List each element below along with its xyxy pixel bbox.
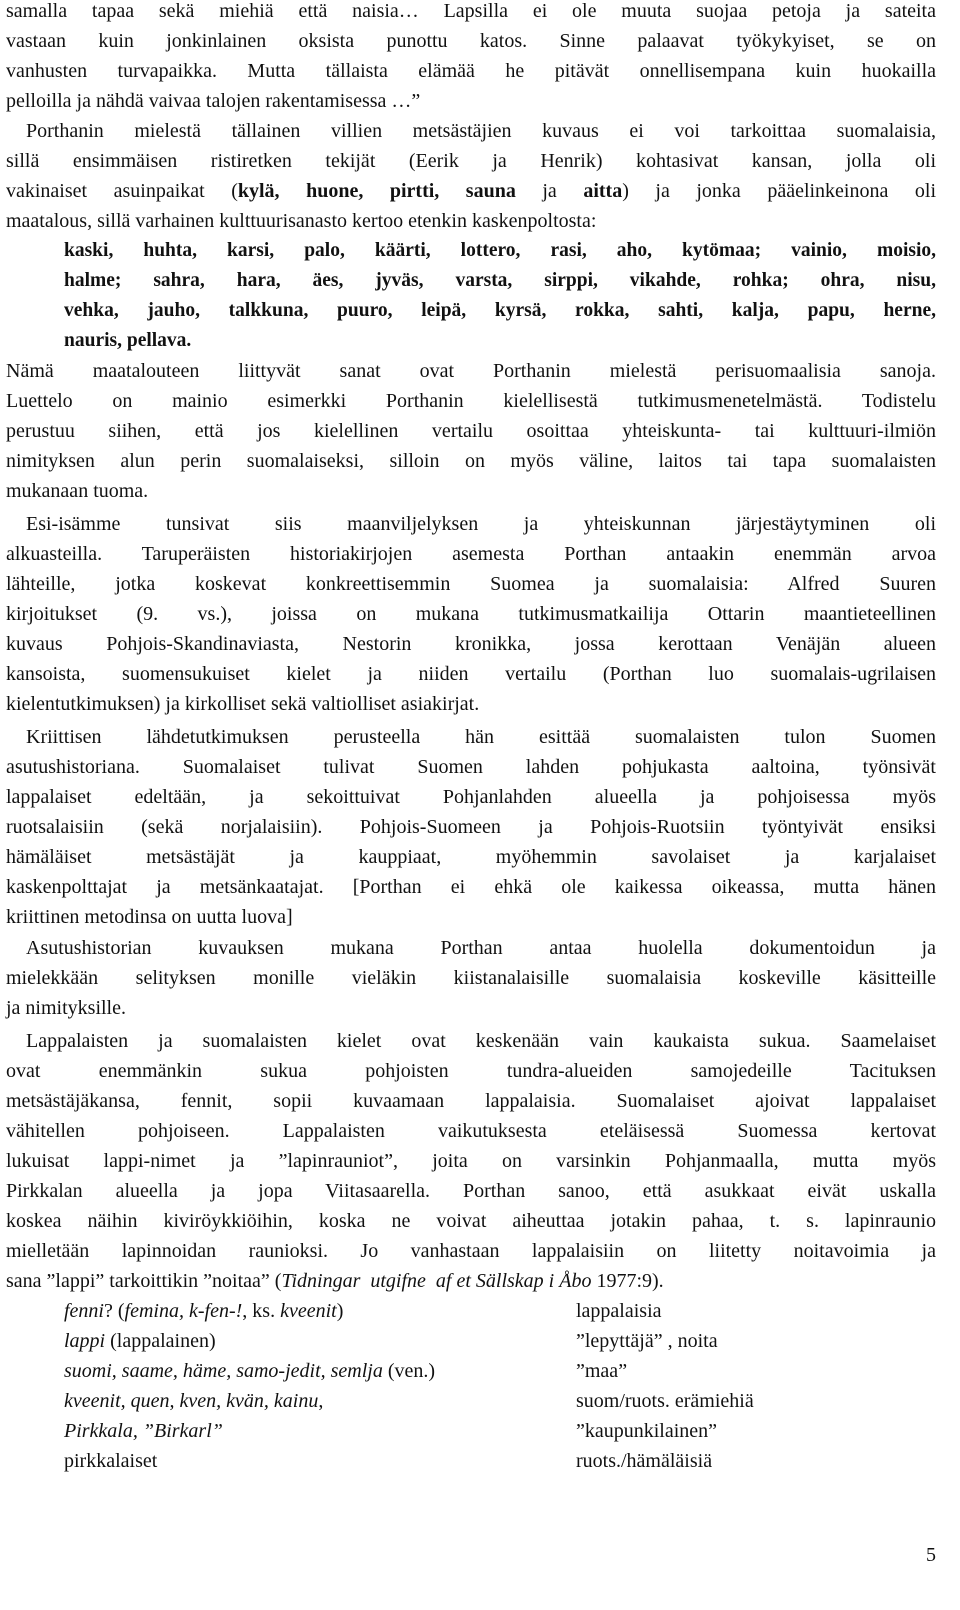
text-line: hämäläiset metsästäjät ja kauppiaat, myöhemmin savolaiset ja karjalaiset [6,846,936,868]
term-text: (lappalainen) [105,1330,216,1352]
term-text: ) [336,1300,344,1322]
text-line: Asutushistorian kuvauksen mukana Porthan antaa huolella dokumentoidun ja [26,937,936,959]
text-line: vähitellen pohjoiseen. Lappalaisten vaikutuksesta eteläisessä Suomessa kertovat [6,1120,936,1142]
text-line: sillä ensimmäisen ristiretken tekijät (Eerik ja Henrik) kohtasivat kansan, jolla oli [6,150,936,172]
text-line: kansoista, suomensukuiset kielet ja niiden vertailu (Porthan luo suomalais-ugrilaisen [6,663,936,685]
term-italic: kveenit, quen, kven, kvän, kainu [64,1390,319,1412]
glossary-term [64,1356,435,1386]
word-list-line: halme; sahra, hara, äes, jyväs, varsta, sirppi, vikahde, rohka; ohra, nisu, [64,270,936,291]
text-line: asutushistoriana. Suomalaiset tulivat Suomen lahden pohjukasta aaltoina, työnsivät [6,756,936,778]
text-run: 1977:9). [591,1270,664,1292]
text-run: sana ”lappi” tarkoittikin ”noitaa” ( [6,1270,282,1292]
term-text: , [318,1390,324,1412]
glossary-meaning: suom/ruots. erämiehiä [576,1390,754,1412]
term-italic: Pirkkala, ”Birkarl” [64,1420,223,1442]
glossary-meaning: ”maa” [576,1360,628,1382]
text-line: mielletään lapinnoidan raunioksi. Jo vanhastaan lappalaisiin on liitetty noitavoimia ja [6,1240,936,1262]
text-line: pelloilla ja nähdä vaivaa talojen rakentamisessa …” [6,90,421,112]
text-line: mielekkään selityksen monille vieläkin kiistanalaisille suomalaisia koskeville käsitteille [6,967,936,989]
text-line: ja nimityksille. [6,997,126,1019]
bold-term: aitta [583,180,623,202]
text-line: lukuisat lappi-nimet ja ”lapinrauniot”, joita on varsinkin Pohjanmaalla, mutta myös [6,1150,936,1172]
text-line: Pirkkalan alueella ja jopa Viitasaarella. Porthan sanoo, että asukkaat eivät uskalla [6,1180,936,1202]
glossary-meaning: ruots./hämäläisiä [576,1450,713,1472]
text-run: ) ja jonka pääelinkeinona oli [622,180,937,202]
glossary-meaning: ”kaupunkilainen” [576,1420,718,1442]
text-line: samalla tapaa sekä miehiä että naisia… Lapsilla ei ole muuta suojaa petoja ja sateita [6,0,936,22]
glossary-meaning: lappalaisia [576,1300,662,1322]
text-line [6,1266,936,1296]
text-line: kuvaus Pohjois-Skandinaviasta, Nestorin kronikka, jossa kerottaan Venäjän alueen [6,633,936,655]
text-line: ovat enemmänkin sukua pohjoisten tundra-alueiden samojedeille Tacituksen [6,1060,936,1082]
text-line: vanhusten turvapaikka. Mutta tällaista elämää he pitävät onnellisempana kuin huokailla [6,60,936,82]
text-run: vakinaiset asuinpaikat ( [6,180,238,202]
text-run: ja [515,180,584,202]
text-line: vastaan kuin jonkinlainen oksista punottu katos. Sinne palaavat työkykyiset, se on [6,30,936,52]
text-line: mukanaan tuoma. [6,480,149,502]
term-italic: femina, k-fen-! [124,1300,243,1322]
term-italic: suomi, saame, häme, samo-jedit, semlja [64,1360,383,1382]
text-line: Esi-isämme tunsivat siis maanviljelyksen ja yhteiskunnan järjestäytyminen oli [26,513,936,535]
text-line: nimityksen alun perin suomalaiseksi, silloin on myös väline, laitos tai tapa suomalaisten [6,450,936,472]
text-line: metsästäjäkansa, fennit, sopii kuvaamaan lappalaisia. Suomalaiset ajoivat lappalaiset [6,1090,936,1112]
term-italic: fenni [64,1300,104,1322]
text-line: kaskenpolttajat ja metsänkaatajat. [Porthan ei ehkä ole kaikessa oikeassa, mutta hänen [6,876,936,898]
text-line: maatalous, sillä varhainen kulttuurisanasto kertoo etenkin kaskenpoltosta: [6,210,597,232]
text-line [6,176,936,206]
glossary-term [64,1416,223,1446]
term-italic: lappi [64,1330,106,1352]
page-number: 5 [926,1544,936,1566]
text-line: lappalaiset edeltään, ja sekoittuivat Pohjanlahden alueella ja pohjoisessa myös [6,786,936,808]
text-line: Kriittisen lähdetutkimuksen perusteella hän esittää suomalaisten tulon Suomen [26,726,936,748]
text-line: Luettelo on mainio esimerkki Porthanin kielellisestä tutkimusmenetelmästä. Todistelu [6,390,936,412]
text-line: Lappalaisten ja suomalaisten kielet ovat keskenään vain kaukaista sukua. Saamelaiset [26,1030,936,1052]
text-line: perustuu siihen, että jos kielellinen vertailu osoittaa yhteiskunta- tai kulttuuri-ilmiön [6,420,936,442]
term-text: ? ( [104,1300,125,1322]
term-italic: kveenit [280,1300,337,1322]
term-text: (ven.) [382,1360,436,1382]
text-line: Porthanin mielestä tällainen villien metsästäjien kuvaus ei voi tarkoittaa suomalaisia, [26,120,936,142]
glossary-term [64,1326,216,1356]
citation-title: Tidningar utgifne af et Sällskap i Åbo [281,1270,592,1292]
text-line: Nämä maatalouteen liittyvät sanat ovat Porthanin mielestä perisuomaalisia sanoja. [6,360,936,382]
text-line: alkuasteilla. Taruperäisten historiakirjojen asemesta Porthan antaakin enemmän arvoa [6,543,936,565]
bold-term: kylä, huone, pirtti, sauna [237,180,516,202]
term-text: , ks. [242,1300,281,1322]
glossary-meaning: ”lepyttäjä” , noita [576,1330,718,1352]
text-line: kielentutkimuksen) ja kirkolliset sekä valtiolliset asiakirjat. [6,693,480,715]
word-list-line: kaski, huhta, karsi, palo, käärti, lottero, rasi, aho, kytömaa; vainio, moisio, [64,240,936,261]
word-list-line: nauris, pellava. [64,330,192,351]
glossary-term [64,1296,343,1326]
text-line: lähteille, jotka koskevat konkreettisemmin Suomea ja suomalaisia: Alfred Suuren [6,573,936,595]
glossary-term [64,1446,157,1476]
text-line: kirjoitukset (9. vs.), joissa on mukana tutkimusmatkailija Ottarin maantieteellinen [6,603,936,625]
glossary-term [64,1386,323,1416]
text-line: koskea näihin kiviröykkiöihin, koska ne voivat aiheuttaa jotakin pahaa, t. s. lapinraunio [6,1210,936,1232]
term-text: pirkkalaiset [64,1450,158,1472]
text-line: kriittinen metodinsa on uutta luova] [6,906,293,928]
word-list-line: vehka, jauho, talkkuna, puuro, leipä, kyrsä, rokka, sahti, kalja, papu, herne, [64,300,936,321]
text-line: ruotsalaisiin (sekä norjalaisiin). Pohjois-Suomeen ja Pohjois-Ruotsiin työntyivät ensiksi [6,816,936,838]
